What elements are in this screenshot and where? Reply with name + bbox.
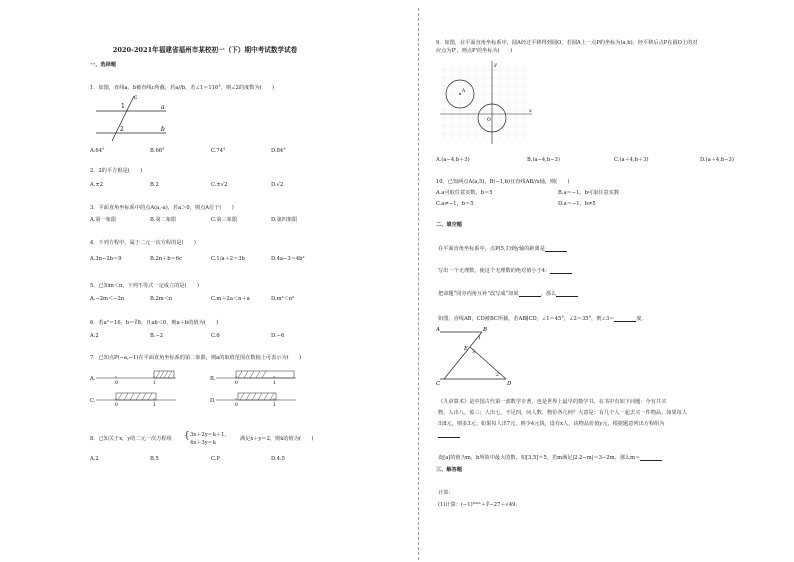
q8-equation-1: 3x＋2y＝k＋1, — [190, 432, 227, 438]
f14-answer-blank[interactable] — [614, 316, 636, 322]
f16-answer-blank[interactable] — [640, 455, 662, 461]
q7-stem: 7．已知点P(−a,−1)在平面直角坐标系的第二象限，则a的取值范围在数轴上可表示为( ) — [90, 355, 302, 361]
q7-option-b: B. — [210, 376, 216, 382]
label-c: c — [134, 94, 138, 101]
q6-option-b: B.−2 — [150, 333, 164, 339]
f13-answer-blank-1[interactable] — [519, 291, 541, 297]
f16-stem: 设[a]的值为m，b所故中最大的数，如[3,5]＝5，若m满足|2.2−m|＝3−2m，那么m＝ — [438, 455, 662, 461]
a17-expression: (1)计算：(−1)²⁰²¹＋∛−27＋√49. — [438, 502, 518, 508]
q7-numberline-d — [216, 391, 296, 407]
q3-option-b: B.第二象限 — [150, 217, 177, 223]
page-title: 2020-2021年福建省福州市某校初一（下）期中考试数学试卷 — [112, 46, 298, 54]
q3-option-c: C.第三象限 — [211, 217, 238, 223]
q8-stem-tail: 满足x＋y＝2，则k的值为( ) — [240, 436, 314, 442]
f11-stem: 在平面直角坐标系中，点P(5,1)到y轴的距离是 — [438, 246, 567, 252]
q3-option-a: A.第一象限 — [90, 217, 117, 223]
q8-option-c: C.P — [211, 456, 220, 462]
q2-option-c: C.±√2 — [211, 182, 228, 188]
line-ed — [470, 347, 506, 379]
q4-option-b: B.2n＋b＝6c — [150, 256, 183, 262]
f12-stem: 写出一个无理数，使这个无理数的绝对值小于4： — [438, 268, 572, 274]
q8-stem: 8．已知关于x，y的二元一次方程组 — [90, 436, 172, 442]
q4-option-a: A.3n−2b＝9 — [90, 256, 122, 262]
section-choice-heading: 一、选择题 — [90, 62, 116, 68]
q5-option-b: B.2m＜n — [150, 296, 173, 302]
f14-stem: 如图，直线AB，CD被BC所截，若AB∥CD，∠1＝45°，∠2＝35°，则∠3＝ 度． — [438, 316, 647, 322]
q9-option-b: B.(a−4,b−3) — [527, 157, 560, 163]
q7-numberline-b — [216, 369, 296, 385]
q8-equation-2: 4x＋3y＝k — [190, 440, 216, 446]
q5-stem: 5．已知m＜n，下列不等式一定成立的是( ) — [90, 283, 199, 289]
label-D: D — [507, 381, 512, 386]
f15-line1: 《九章算术》是中国古代第一部数学专著，也是世界上最早的数学书，在书中有如下问题：今有共买 — [438, 399, 667, 405]
q1-option-d: D.84° — [271, 148, 286, 154]
a17-label: 计算： — [438, 490, 454, 496]
line-bc — [444, 332, 482, 379]
svg-text:1: 1 — [273, 403, 276, 407]
q8-system-brace: { — [184, 431, 190, 441]
f15-line2: 物，人出八，盈三；人出七，不足四，问人数、物价各几何？大意是：有几个人一起去买一件物品，如果每人 — [438, 410, 688, 416]
q3-stem: 3．平面直角坐标系中的点A(a,-a)，若a＞0，则点A位于( ) — [90, 205, 234, 211]
q9-stem-line1: 9．如图，在平面直角坐标系中，圆A经过平移得到圆O，若圆A上一点P的坐标为(a,b)，经平移后点P在圆O上的对 — [436, 40, 698, 46]
q8-option-a: A.2 — [90, 456, 99, 462]
q2-option-a: A.±2 — [90, 182, 104, 188]
label-angle2: 2 — [496, 373, 499, 378]
column-divider — [418, 8, 419, 560]
label-b: b — [161, 126, 165, 133]
q7-option-c: C. — [90, 398, 96, 404]
q7-option-a: A. — [90, 376, 96, 382]
f15-answer-blank[interactable] — [438, 432, 460, 438]
label-x: x — [529, 108, 532, 114]
label-center-a: A — [462, 89, 466, 94]
q10-stem: 10．已知两点A(a,5)，B(−1,b)且直线AB//x轴，则( ) — [436, 179, 570, 185]
q9-option-d: D.(a＋4,b−3) — [700, 157, 734, 163]
label-E: E — [464, 346, 469, 352]
q4-option-d: D.4a−3＝4b² — [271, 256, 305, 262]
q5-option-c: C.m＋2a＜n＋a — [211, 296, 250, 302]
q9-coordinate-grid — [436, 58, 536, 148]
label-angle-1: 1 — [121, 103, 125, 110]
q8-option-d: D.4.5 — [271, 456, 285, 462]
svg-text:1: 1 — [153, 381, 156, 385]
f13-answer-blank-2[interactable] — [556, 291, 578, 297]
q5-option-d: D.m²＜n² — [271, 296, 295, 302]
q10-option-d: D.a＝−1，b≠5 — [558, 201, 596, 207]
f13-stem: 把命题“同旁内角互补”改写成“如果 ，那么 — [438, 291, 578, 297]
q1-option-a: A.64° — [90, 148, 105, 154]
section-fill-heading: 二、填空题 — [436, 222, 462, 228]
svg-text:0: 0 — [235, 403, 238, 407]
q9-stem-line2: 应点为P'，则点P'的坐标为( ) — [436, 48, 513, 54]
q9-option-a: A.(a−4,b＋3) — [436, 157, 470, 163]
q2-stem: 2．2的平方根是( ) — [90, 168, 143, 174]
label-y: y — [494, 62, 497, 68]
q5-option-a: A.−2m＜−2n — [90, 296, 125, 302]
f15-answer-line — [438, 432, 460, 438]
svg-text:1: 1 — [153, 403, 156, 407]
q4-stem: 4．下列方程中，属于二元一次方程的是( ) — [90, 240, 196, 246]
section-answer-heading: 三、解答题 — [436, 467, 462, 473]
label-angle3: 3 — [472, 350, 475, 355]
q4-option-c: C.1/a＋2＝3b — [211, 256, 245, 262]
label-angle-2: 2 — [120, 126, 124, 133]
f14-figure — [434, 324, 524, 386]
q1-stem: 1．如图，直线a，b被直线c所截，若a//b，若∠1＝116°，则∠2的度数为( ) — [90, 85, 275, 91]
q7-option-d: D. — [210, 398, 216, 404]
f11-answer-blank[interactable] — [545, 246, 567, 252]
q6-option-a: A.2 — [90, 333, 99, 339]
right-column — [428, 0, 794, 562]
f12-answer-blank[interactable] — [550, 268, 572, 274]
q7-numberline-a — [96, 369, 176, 385]
q1-figure — [90, 93, 170, 143]
q6-option-d: D.−6 — [271, 333, 285, 339]
label-angle1: 1 — [478, 336, 481, 341]
label-A: A — [436, 327, 440, 333]
q7-numberline-c — [96, 391, 176, 407]
q1-option-c: C.74° — [211, 148, 226, 154]
q1-option-b: B.66° — [150, 148, 165, 154]
q10-option-c: C.a≠−1，b＝5 — [436, 201, 474, 207]
label-a: a — [161, 104, 165, 111]
label-origin: O — [487, 118, 491, 123]
q2-option-b: B.2 — [150, 182, 159, 188]
q6-option-c: C.6 — [211, 333, 220, 339]
label-B: B — [483, 327, 488, 333]
label-C: C — [436, 381, 441, 386]
q2-option-d: D.√2 — [271, 182, 284, 188]
q3-option-d: D.第四象限 — [271, 217, 298, 223]
q10-option-b: B.a＝−1，b可取任意实数 — [558, 190, 620, 196]
q9-option-c: C.(a＋4,b＋3) — [614, 157, 649, 163]
svg-text:0: 0 — [115, 403, 118, 407]
q10-option-a: A.a可取任意实数，b＝5 — [436, 190, 493, 196]
q8-option-b: B.5 — [150, 456, 159, 462]
q6-stem: 6．若a²＝16，b＝∛8，且ab＜0，则a＋b的值为( ) — [90, 320, 219, 326]
svg-text:0: 0 — [235, 381, 238, 385]
svg-text:0: 0 — [115, 381, 118, 385]
svg-text:1: 1 — [273, 381, 276, 385]
f15-line3: 出8元，则多3元；如果每人出7元，则少4元钱，设有x人，该物品价值y元，根据题意列出方程组为 — [438, 421, 665, 427]
